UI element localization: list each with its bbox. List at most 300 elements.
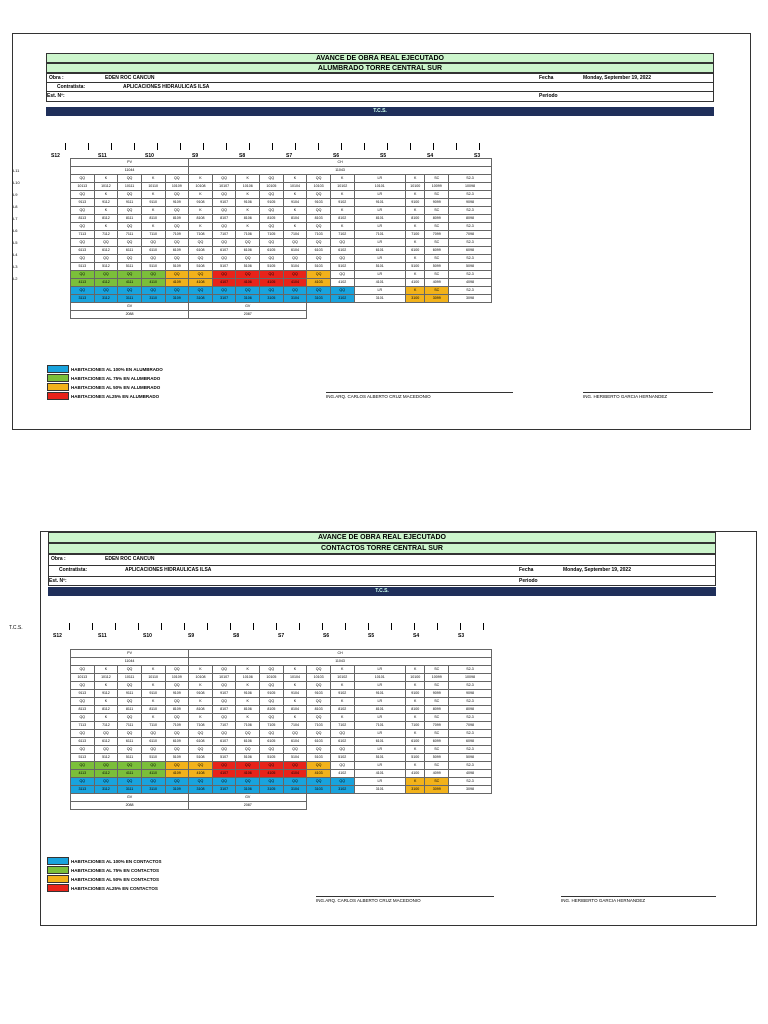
grid-cell: 8110 (141, 706, 165, 714)
grid-cell: 3112 (94, 786, 118, 794)
grid-cell: 10110 (141, 183, 165, 191)
grid-cell: 6108 (189, 738, 213, 746)
grid-cell: 9112 (94, 199, 118, 207)
grid-cell: 4109 (165, 279, 189, 287)
legend-swatch (47, 884, 69, 892)
grid-cell: 9108 (189, 690, 213, 698)
grid-cell: 10104 (283, 183, 307, 191)
grid-cell: 9106 (236, 690, 260, 698)
grid-cell: LR (354, 191, 406, 199)
table-row (71, 239, 492, 247)
grid-cell: QQ (307, 287, 331, 295)
tick-mark (387, 143, 388, 150)
grid-cell: LR (354, 746, 406, 754)
legend-item (47, 875, 159, 883)
grid-cell: 8102 (330, 215, 354, 223)
grid-cell: 9107 (212, 199, 236, 207)
grid-cell: QQ (71, 698, 95, 706)
grid-cell: 8105 (260, 706, 284, 714)
grid-cell: QQ (283, 730, 307, 738)
grid-cell: 9098 (449, 690, 492, 698)
grid-cell: 10102 (330, 674, 354, 682)
grid-cell: 5101 (354, 263, 406, 271)
grid-cell: QQ (165, 175, 189, 183)
sheet-title: AVANCE DE OBRA REAL EJECUTADO (46, 53, 714, 63)
info-block (46, 73, 714, 102)
table-row (71, 271, 492, 279)
grid-cell: QQ (283, 271, 307, 279)
grid-cell: 10099 (425, 183, 449, 191)
grid-cell: 3109 (165, 786, 189, 794)
grid-cell: K (141, 207, 165, 215)
grid-cell: QQ (71, 255, 95, 263)
grid-cell: 4101 (354, 279, 406, 287)
grid-cell: QQ (118, 255, 142, 263)
zone-label: S8 (233, 633, 240, 639)
grid-cell: 6106 (236, 247, 260, 255)
grid-cell: K (406, 746, 425, 754)
grid-cell: 7106 (236, 231, 260, 239)
grid-cell: 6108 (189, 247, 213, 255)
grid-cell: QQ (189, 287, 213, 295)
grid-cell: 7100 (406, 231, 425, 239)
grid-cell: QQ (307, 175, 331, 183)
grid-cell: 5113 (71, 754, 95, 762)
grid-cell: QQ (260, 730, 284, 738)
legend-item (47, 365, 163, 373)
grid-cell: 8111 (118, 215, 142, 223)
grid-cell: QQ (307, 271, 331, 279)
grid-cell: 9102 (330, 690, 354, 698)
grid-cell: QQ (260, 239, 284, 247)
grid-cell: QQ (260, 207, 284, 215)
grid-cell: 3110 (141, 295, 165, 303)
zone-label: S9 (188, 633, 195, 639)
grid-cell: 10108 (189, 674, 213, 682)
grid-cell: QQ (307, 762, 331, 770)
grid-cell: K (189, 698, 213, 706)
grid-cell: QQ (141, 287, 165, 295)
table-row (71, 730, 492, 738)
grid-cell: 9111 (118, 690, 142, 698)
grid-cell: K (141, 223, 165, 231)
table-row (71, 167, 492, 175)
grid-cell: 6105 (260, 247, 284, 255)
grid-cell: 3110 (141, 786, 165, 794)
obra-value: EDEN ROC CANCUN (105, 556, 155, 562)
table-row (71, 263, 492, 271)
grid-cell: 3098 (449, 295, 492, 303)
grid-cell: 3111 (118, 295, 142, 303)
grid-cell: LR (354, 666, 406, 674)
grid-cell: QQ (260, 223, 284, 231)
table-row (71, 191, 492, 199)
grid-cell: 4111 (118, 770, 142, 778)
sheet-subtitle: ALUMBRADO TORRE CENTRAL SUR (46, 63, 714, 73)
grid-cell: 6113 (71, 247, 95, 255)
grid-cell: 10109 (165, 183, 189, 191)
grid-cell: SC (425, 698, 449, 706)
grid-cell: 4105 (260, 279, 284, 287)
grid-cell: LR (354, 698, 406, 706)
est-label: Est. Nº: (47, 93, 65, 99)
grid-cell: LR (354, 207, 406, 215)
grid-cell: K (189, 207, 213, 215)
grid-cell: QQ (260, 762, 284, 770)
signature-2: ING. HERIBERTO GARCIA HERNANDEZ (561, 896, 716, 903)
grid-cell: QQ (260, 778, 284, 786)
tick-mark (460, 623, 461, 630)
table-row (71, 770, 492, 778)
grid-cell: 4108 (189, 279, 213, 287)
grid-cell: S2-3 (449, 666, 492, 674)
grid-cell: 5105 (260, 263, 284, 271)
grid-cell: 10099 (425, 674, 449, 682)
tick-mark (318, 143, 319, 150)
grid-cell: 9100 (406, 690, 425, 698)
obra-value: EDEN ROC CANCUN (105, 75, 155, 81)
grid-cell: K (330, 714, 354, 722)
grid-cell: 7104 (283, 231, 307, 239)
room-grid (70, 158, 492, 319)
grid-cell: 9111 (118, 199, 142, 207)
grid-cell: QQ (212, 666, 236, 674)
grid-cell: 3102 (330, 786, 354, 794)
grid-cell: QQ (71, 207, 95, 215)
grid-cell: K (94, 191, 118, 199)
grid-cell: QQ (212, 271, 236, 279)
grid-cell: S2-3 (449, 778, 492, 786)
grid-cell: 6106 (236, 738, 260, 746)
grid-cell: 6100 (406, 738, 425, 746)
tick-mark (230, 623, 231, 630)
grid-cell: QQ (212, 255, 236, 263)
tick-mark (272, 143, 273, 150)
grid-cell: 5110 (141, 754, 165, 762)
grid-cell: 7108 (189, 722, 213, 730)
grid-cell: QQ (118, 746, 142, 754)
grid-cell: 7109 (165, 231, 189, 239)
grid-cell: K (330, 175, 354, 183)
grid-cell: K (141, 666, 165, 674)
grid-cell: 10109 (165, 674, 189, 682)
grid-cell: 9098 (449, 199, 492, 207)
grid-cell: 5107 (212, 263, 236, 271)
grid-cell: SC (425, 714, 449, 722)
grid-cell: 8104 (283, 215, 307, 223)
grid-cell: K (406, 271, 425, 279)
grid-cell: 6099 (425, 247, 449, 255)
grid-cell: SC (425, 778, 449, 786)
grid-cell: K (94, 714, 118, 722)
legend-swatch (47, 866, 69, 874)
grid-cell: QQ (71, 746, 95, 754)
tcs-bar: T.C.S. (46, 107, 714, 116)
grid-cell: K (283, 682, 307, 690)
table-row (71, 754, 492, 762)
grid-cell: 3108 (189, 786, 213, 794)
table-row (71, 762, 492, 770)
grid-cell: LR (354, 714, 406, 722)
grid-cell: QQ (307, 239, 331, 247)
floor-label: L7 (13, 216, 18, 221)
grid-cell: 9107 (212, 690, 236, 698)
grid-cell: 8112 (94, 215, 118, 223)
grid-cell: 4113 (71, 770, 95, 778)
est-label: Est. Nº: (49, 578, 67, 584)
grid-cell: QQ (212, 746, 236, 754)
grid-cell: PV (71, 159, 189, 167)
grid-cell: QQ (283, 239, 307, 247)
grid-cell: LR (354, 778, 406, 786)
grid-cell: QQ (71, 666, 95, 674)
grid-cell: 7113 (71, 722, 95, 730)
grid-cell: QQ (330, 762, 354, 770)
zone-label: S10 (145, 153, 154, 159)
grid-cell: 4111 (118, 279, 142, 287)
grid-cell: QQ (118, 239, 142, 247)
grid-cell: 4107 (212, 279, 236, 287)
grid-cell: K (283, 666, 307, 674)
legend-swatch (47, 392, 69, 400)
grid-cell: S2-3 (449, 207, 492, 215)
grid-cell: 9100 (406, 199, 425, 207)
grid-cell: QQ (94, 778, 118, 786)
grid-cell: 3104 (283, 786, 307, 794)
grid-cell: 6111 (118, 247, 142, 255)
grid-cell: QQ (260, 666, 284, 674)
grid-cell: S2-3 (449, 271, 492, 279)
grid-cell: QQ (141, 778, 165, 786)
grid-cell: 9101 (354, 690, 406, 698)
grid-cell: QQ (260, 682, 284, 690)
grid-cell: 10113 (71, 183, 95, 191)
grid-cell: K (283, 175, 307, 183)
grid-cell: 11043 (189, 658, 492, 666)
grid-cell: SC (425, 271, 449, 279)
grid-cell: QQ (165, 714, 189, 722)
grid-cell: QQ (189, 239, 213, 247)
grid-cell: QQ (71, 271, 95, 279)
grid-cell: 3099 (425, 295, 449, 303)
tick-mark (157, 143, 158, 150)
tick-mark (65, 143, 66, 150)
grid-cell: SC (425, 762, 449, 770)
grid-cell: 5101 (354, 754, 406, 762)
grid-cell: 7103 (307, 231, 331, 239)
grid-cell: LR (354, 223, 406, 231)
grid-cell: SC (425, 175, 449, 183)
table-row (71, 746, 492, 754)
grid-cell: 9104 (283, 690, 307, 698)
grid-cell: 6104 (283, 247, 307, 255)
tcs-label: T.C.S. (9, 625, 23, 631)
grid-cell: QQ (118, 698, 142, 706)
grid-cell: K (406, 714, 425, 722)
grid-cell: 10101 (354, 183, 406, 191)
grid-cell: QQ (165, 271, 189, 279)
legend-item (47, 392, 159, 400)
tick-mark (69, 623, 70, 630)
grid-cell: QQ (94, 287, 118, 295)
table-row (71, 722, 492, 730)
table-row (71, 714, 492, 722)
table-row (71, 183, 492, 191)
grid-cell: QQ (212, 698, 236, 706)
grid-cell: 6112 (94, 247, 118, 255)
grid-cell: 8101 (354, 215, 406, 223)
signature-2: ING. HERIBERTO GARCIA HERNANDEZ (583, 392, 713, 399)
grid-cell: 6102 (330, 247, 354, 255)
grid-cell: QQ (71, 239, 95, 247)
grid-cell: K (330, 666, 354, 674)
grid-cell: SC (425, 287, 449, 295)
grid-cell: 7102 (330, 231, 354, 239)
grid-cell: 7112 (94, 722, 118, 730)
grid-cell: QQ (71, 287, 95, 295)
legend-swatch (47, 857, 69, 865)
grid-cell: 5104 (283, 263, 307, 271)
floor-label: L4 (13, 252, 18, 257)
table-row (71, 311, 492, 319)
legend-text: HABITACIONES AL 100% EN CONTACTOS (71, 858, 162, 864)
zone-label: S10 (143, 633, 152, 639)
table-row (71, 690, 492, 698)
grid-cell: QQ (307, 223, 331, 231)
grid-cell: QQ (236, 730, 260, 738)
grid-cell: QQ (71, 682, 95, 690)
grid-cell: K (330, 698, 354, 706)
grid-cell: K (406, 682, 425, 690)
grid-cell: 7102 (330, 722, 354, 730)
grid-cell: QQ (189, 255, 213, 263)
grid-cell: K (283, 207, 307, 215)
grid-cell: K (406, 255, 425, 263)
grid-cell: 3107 (212, 786, 236, 794)
grid-cell: 8106 (236, 706, 260, 714)
grid-cell: QQ (330, 287, 354, 295)
grid-cell: S2-3 (449, 762, 492, 770)
grid-cell: 4100 (406, 770, 425, 778)
grid-cell: K (406, 778, 425, 786)
legend-text: HABITACIONES AL 50% EN CONTACTOS (71, 876, 160, 882)
legend-swatch (47, 374, 69, 382)
grid-cell: QQ (165, 207, 189, 215)
grid-cell: QQ (212, 714, 236, 722)
grid-cell: SC (425, 191, 449, 199)
grid-cell: QQ (236, 271, 260, 279)
grid-cell: 4110 (141, 279, 165, 287)
table-row (71, 794, 492, 802)
grid-cell: 5102 (330, 754, 354, 762)
grid-cell: QQ (189, 762, 213, 770)
grid-cell: 8109 (165, 215, 189, 223)
grid-cell: 5099 (425, 263, 449, 271)
grid-cell: 4108 (189, 770, 213, 778)
grid-cell: 4109 (165, 770, 189, 778)
grid-cell: K (406, 730, 425, 738)
grid-cell: K (406, 239, 425, 247)
grid-cell: 7105 (260, 722, 284, 730)
grid-cell: 7107 (212, 722, 236, 730)
grid-cell: 4102 (330, 279, 354, 287)
grid-cell: K (236, 223, 260, 231)
grid-cell: QQ (118, 271, 142, 279)
table-row (71, 650, 492, 658)
grid-cell: QQ (165, 223, 189, 231)
grid-cell: QQ (165, 191, 189, 199)
grid-cell: 6103 (307, 738, 331, 746)
grid-cell: 8099 (425, 706, 449, 714)
info-block (48, 554, 716, 586)
grid-cell: 3113 (71, 295, 95, 303)
grid-cell: 3108 (189, 295, 213, 303)
grid-cell: 5108 (189, 754, 213, 762)
grid-cell: LR (354, 271, 406, 279)
grid-cell: 10107 (212, 183, 236, 191)
grid-cell: QQ (236, 287, 260, 295)
sheet-alumbrado (12, 33, 751, 430)
contratista-value: APLICACIONES HIDRAULICAS ILSA (123, 84, 210, 90)
grid-cell: 10100 (406, 674, 425, 682)
grid-cell: K (236, 698, 260, 706)
tick-mark (161, 623, 162, 630)
grid-cell: 8106 (236, 215, 260, 223)
grid-cell: 9113 (71, 690, 95, 698)
grid-cell: QQ (118, 682, 142, 690)
zone-label: S11 (98, 153, 107, 159)
grid-cell: 2087 (189, 311, 307, 319)
tick-mark (299, 623, 300, 630)
grid-cell: K (141, 714, 165, 722)
signature-1: ING.ARQ. CARLOS ALBERTO CRUZ MACEDONIO (326, 392, 513, 399)
tick-mark (134, 143, 135, 150)
grid-cell: QQ (165, 255, 189, 263)
grid-cell: 6098 (449, 738, 492, 746)
grid-cell: QQ (330, 746, 354, 754)
grid-cell: K (283, 223, 307, 231)
table-row (71, 698, 492, 706)
legend-text: HABITACIONES AL 75% EN CONTACTOS (71, 867, 160, 873)
grid-cell: 3106 (236, 295, 260, 303)
grid-cell: 5103 (307, 263, 331, 271)
zone-label: S9 (192, 153, 199, 159)
grid-cell: QQ (189, 778, 213, 786)
grid-cell: 8108 (189, 215, 213, 223)
grid-cell: 2087 (189, 802, 307, 810)
grid-cell: 4113 (71, 279, 95, 287)
grid-cell: 5108 (189, 263, 213, 271)
legend-text: HABITACIONES AL 75% EN ALUMBRADO (71, 375, 161, 381)
grid-cell: 8103 (307, 215, 331, 223)
grid-cell: 6107 (212, 738, 236, 746)
grid-cell: 7108 (189, 231, 213, 239)
grid-cell: 7101 (354, 722, 406, 730)
grid-cell: QQ (165, 762, 189, 770)
grid-cell: SC (425, 682, 449, 690)
table-row (71, 786, 492, 794)
grid-cell: QQ (212, 175, 236, 183)
zone-label: S12 (53, 633, 62, 639)
tick-mark (180, 143, 181, 150)
fecha-label: Fecha (539, 75, 554, 81)
grid-cell: 4101 (354, 770, 406, 778)
grid-cell: SC (425, 255, 449, 263)
tick-mark (414, 623, 415, 630)
fecha-value: Monday, September 19, 2022 (563, 567, 631, 573)
grid-cell: K (406, 175, 425, 183)
grid-cell: 4103 (307, 279, 331, 287)
